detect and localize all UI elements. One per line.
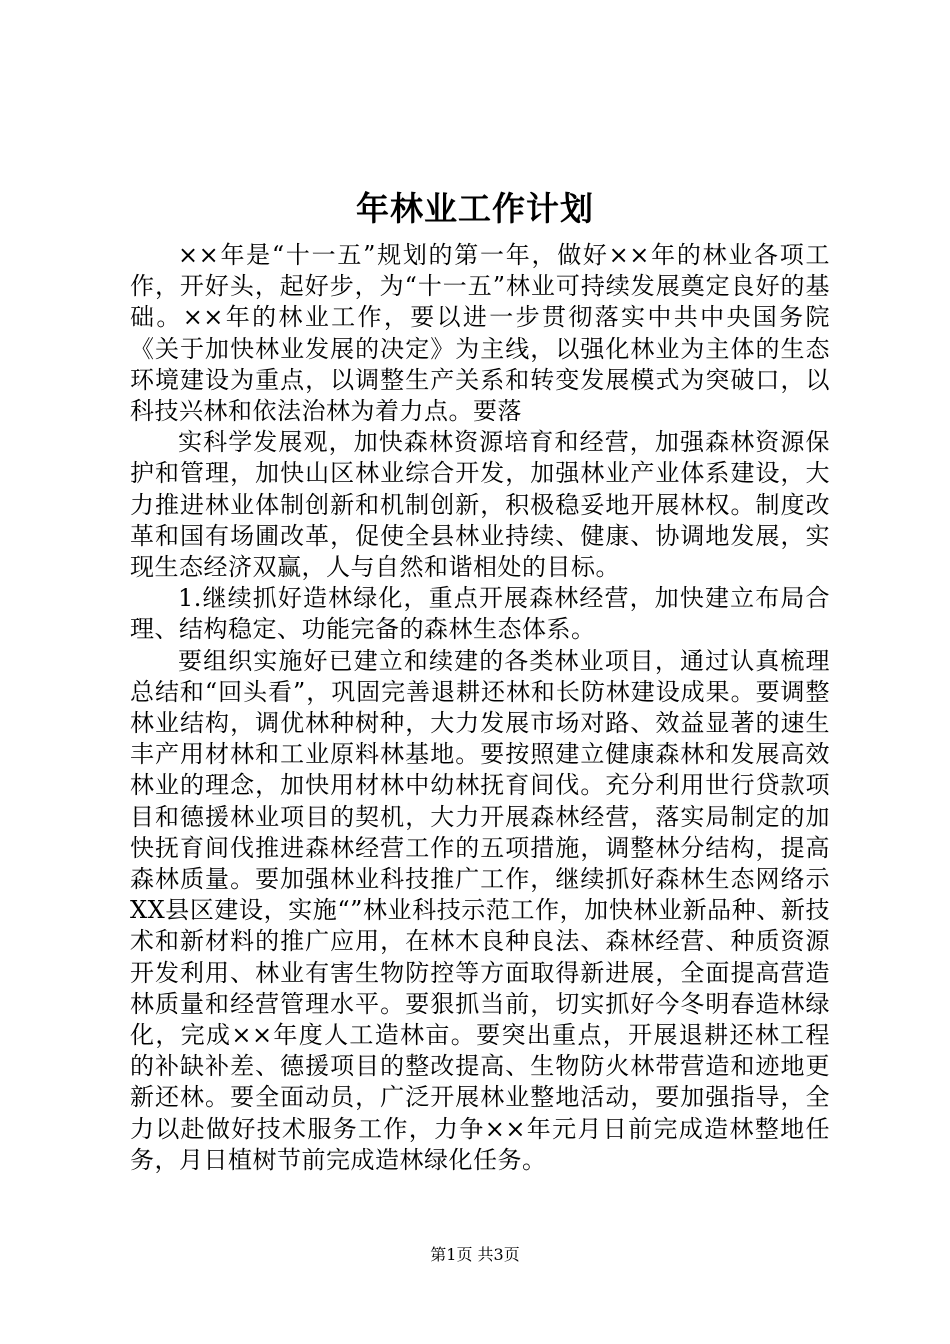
page-number-footer: 第1页 共3页 bbox=[430, 1245, 520, 1264]
paragraph-intro: ××年是“十一五”规划的第一年，做好××年的林业各项工作，开好头，起好步，为“十一五”林业可持续发展奠定良好的基础。××年的林业工作，要以进一步贯彻落实中共中央国务院《关于加快林业发展的决定》为主线，以强化林业为主体的生态环境建设为重点，以调整生产关系和转变发展模式为突破口，以科技兴林和依法治林为着力点。要落 bbox=[130, 241, 830, 426]
paragraph-item-1-heading: 1.继续抓好造林绿化，重点开展森林经营，加快建立布局合理、结构稳定、功能完备的森林生态体系。 bbox=[130, 584, 830, 644]
paragraph-development: 实科学发展观，加快森林资源培育和经营，加强森林资源保护和管理，加快山区林业综合开发，加强林业产业体系建设，大力推进林业体制创新和机制创新，积极稳妥地开展林权。制度改革和国有场圃改革，促使全县林业持续、健康、协调地发展，实现生态经济双赢，人与自然和谐相处的目标。 bbox=[130, 428, 830, 582]
document-title: 年林业工作计划 bbox=[356, 189, 594, 228]
document-body bbox=[130, 240, 830, 1176]
paragraph-item-1-detail: 要组织实施好已建立和续建的各类林业项目，通过认真梳理总结和“回头看”，巩固完善退耕还林和长防林建设成果。要调整林业结构，调优林种树种，大力发展市场对路、效益显著的速生丰产用材林和工业原料林基地。要按照建立健康森林和发展高效林业的理念，加快用材林中幼林抚育间伐。充分利用世行贷款项目和德援林业项目的契机，大力开展森林经营，落实局制定的加快抚育间伐推进森林经营工作的五项措施，调整林分结构，提高森林质量。要加强林业科技推广工作，继续抓好森林生态网络示XX县区建设，实施“”林业科技示范工作，加快林业新品种、新技术和新材料的推广应用，在林木良种良法、森林经营、种质资源开发利用、林业有害生物防控等方面取得新进展，全面提高营造林质量和经营管理水平。要狠抓当前，切实抓好今冬明春造林绿化，完成××年度人工造林亩。要突出重点，开展退耕还林工程的补缺补差、德援项目的整改提高、生物防火林带营造和迹地更新还林。要全面动员，广泛开展林业整地活动，要加强指导，全力以赴做好技术服务工作，力争××年元月日前完成造林整地任务，月日植树节前完成造林绿化任务。 bbox=[130, 646, 830, 1174]
